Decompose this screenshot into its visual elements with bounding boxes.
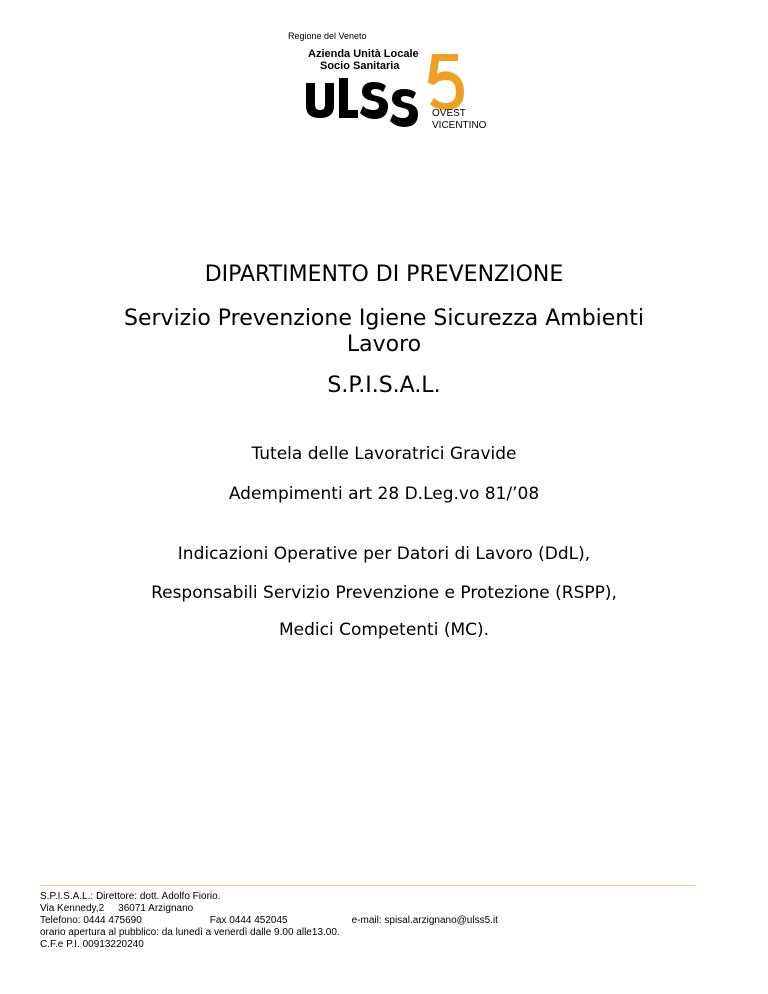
acronym-heading: S.P.I.S.A.L. <box>327 373 441 398</box>
region-label: Regione del Veneto <box>288 31 367 41</box>
footer-phone: Telefono: 0444 475690 <box>40 915 142 926</box>
footer-tax: C.F.e P.I. 00913220240 <box>40 939 144 950</box>
footer-hours: orario apertura al pubblico: da lunedì a venerdì dalle 9.00 alle13.00. <box>40 927 340 938</box>
audience-line1: Indicazioni Operative per Datori di Lavoro (DdL), <box>177 544 591 564</box>
department-heading: DIPARTIMENTO DI PREVENZIONE <box>204 262 564 287</box>
footer-address <box>40 903 193 915</box>
subject-line2: Adempimenti art 28 D.Leg.vo 81/’08 <box>228 484 540 504</box>
footer-street: Via Kennedy,2 <box>40 903 105 914</box>
footer-divider <box>40 885 696 886</box>
logo-sub2: VICENTINO <box>432 120 487 131</box>
footer-fax: Fax 0444 452045 <box>209 915 288 926</box>
service-line1: Servizio Prevenzione Igiene Sicurezza Ambienti <box>124 306 644 331</box>
logo-line1: Azienda Unità Locale <box>308 48 419 60</box>
audience-line2: Responsabili Servizio Prevenzione e Protezione (RSPP), <box>151 583 617 603</box>
service-line2: Lavoro <box>346 332 422 357</box>
logo-line2: Socio Sanitaria <box>320 60 400 72</box>
audience-line3: Medici Competenti (MC). <box>278 620 490 640</box>
subject-line1: Tutela delle Lavoratrici Gravide <box>251 444 517 464</box>
logo-sub1: OVEST <box>432 108 466 119</box>
footer-email[interactable]: e-mail: spisal.arzignano@ulss5.it <box>351 915 498 926</box>
service-heading <box>40 306 728 358</box>
footer-director: S.P.I.S.A.L.: Direttore: dott. Adolfo Fiorio. <box>40 891 221 902</box>
footer-city: 36071 Arzignano <box>118 903 194 914</box>
ulss5-logo <box>298 48 498 138</box>
footer-contacts <box>40 915 498 927</box>
